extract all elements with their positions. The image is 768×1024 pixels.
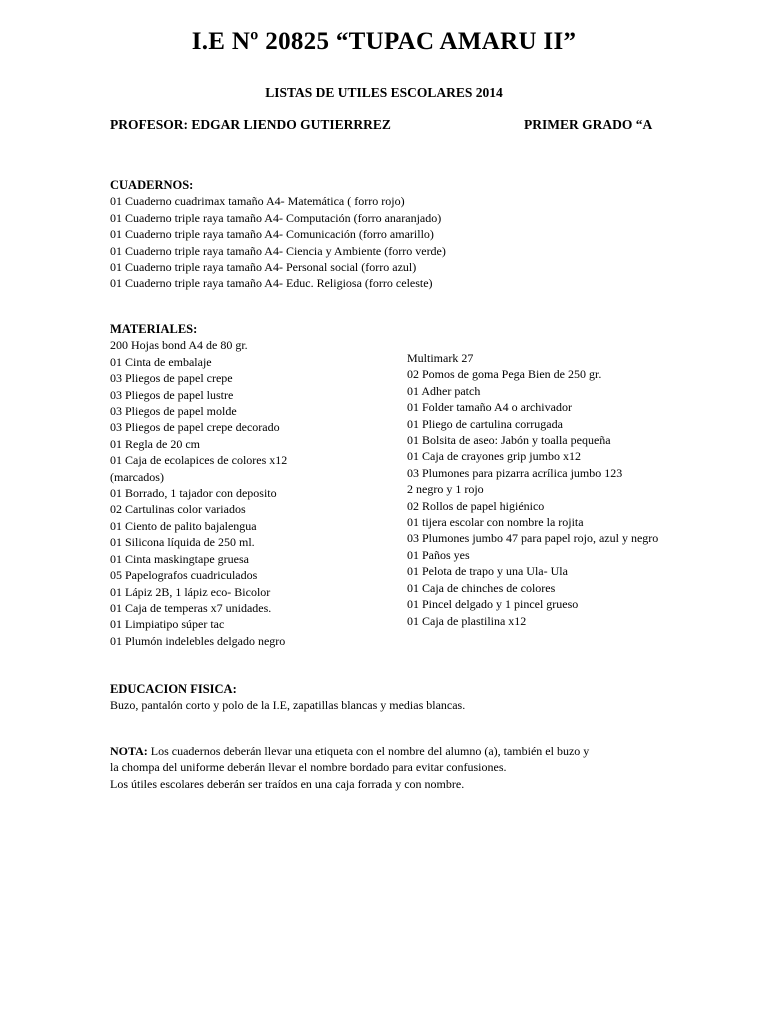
list-item: 01 Adher patch: [407, 383, 481, 398]
list-item: 01 Cinta maskingtape gruesa: [110, 551, 249, 566]
list-item: 02 Cartulinas color variados: [110, 502, 246, 517]
nota-line: [110, 743, 670, 759]
list-item: 01 Limpiatipo súper tac: [110, 617, 225, 632]
list-item: 01 Ciento de palito bajalengua: [110, 518, 257, 533]
list-item: 01 tijera escolar con nombre la rojita: [407, 515, 584, 530]
materiales-right-column: [407, 350, 662, 629]
nota-section: [110, 743, 670, 792]
document-subtitle: LISTAS DE UTILES ESCOLARES 2014: [265, 85, 503, 100]
list-item: 01 Silicona líquida de 250 ml.: [110, 535, 255, 550]
list-item: 01 Caja de crayones grip jumbo x12: [407, 449, 581, 464]
list-item: 01 Folder tamaño A4 o archivador: [407, 400, 572, 415]
list-item: 2 negro y 1 rojo: [407, 482, 484, 497]
nota-line: la chompa del uniforme deberán llevar el nombre bordado para evitar confusiones.: [110, 760, 507, 775]
educacion-fisica-text: Buzo, pantalón corto y polo de la I.E, zapatillas blancas y medias blancas.: [110, 698, 466, 713]
list-item: 01 Pincel delgado y 1 pincel grueso: [407, 597, 579, 612]
list-item: 01 Cinta de embalaje: [110, 354, 212, 369]
list-item: 03 Pliegos de papel molde: [110, 404, 237, 419]
list-item: 01 Caja de ecolapices de colores x12: [110, 453, 288, 468]
nota-line: Los útiles escolares deberán ser traídos en una caja forrada y con nombre.: [110, 776, 465, 791]
materiales-heading: MATERIALES:: [110, 322, 198, 336]
list-item: 01 Caja de temperas x7 unidades.: [110, 600, 272, 615]
document-title: I.E Nº 20825 “TUPAC AMARU II”: [191, 28, 577, 55]
nota-label: NOTA:: [110, 744, 148, 758]
list-item: 01 Cuaderno triple raya tamaño A4- Computación (forro anaranjado): [110, 210, 442, 225]
materiales-left-column: [110, 321, 400, 649]
list-item: 03 Pliegos de papel crepe: [110, 371, 233, 386]
list-item: 02 Pomos de goma Pega Bien de 250 gr.: [407, 367, 602, 382]
list-item: 01 Plumón indelebles delgado negro: [110, 633, 286, 648]
list-item: 01 Borrado, 1 tajador con deposito: [110, 486, 277, 501]
list-item: Multimark 27: [407, 351, 474, 365]
list-item: 01 Paños yes: [407, 547, 470, 562]
list-item: 02 Rollos de papel higiénico: [407, 498, 545, 513]
list-item: 01 Cuaderno triple raya tamaño A4- Ciencia y Ambiente (forro verde): [110, 243, 446, 258]
educacion-fisica-heading: EDUCACION FISICA:: [110, 682, 237, 696]
list-item: 03 Pliegos de papel crepe decorado: [110, 420, 280, 435]
list-item: 05 Papelografos cuadriculados: [110, 568, 258, 583]
list-item: 01 Cuaderno triple raya tamaño A4- Comunicación (forro amarillo): [110, 227, 434, 242]
list-item: 03 Pliegos de papel lustre: [110, 387, 234, 402]
list-item: 01 Cuaderno triple raya tamaño A4- Educ. Religiosa (forro celeste): [110, 276, 433, 291]
list-item: 01 Regla de 20 cm: [110, 436, 200, 451]
list-item: 03 Plumones jumbo 47 para papel rojo, azul y negro: [407, 531, 659, 546]
list-item: 01 Lápiz 2B, 1 lápiz eco- Bicolor: [110, 584, 271, 599]
list-item: 01 Bolsita de aseo: Jabón y toalla pequeña: [407, 433, 611, 448]
list-item: 01 Caja de plastilina x12: [407, 613, 527, 628]
list-item: 01 Cuaderno cuadrimax tamaño A4- Matemática ( forro rojo): [110, 194, 405, 209]
list-item: 01 Pelota de trapo y una Ula- Ula: [407, 564, 568, 579]
grade-label: PRIMER GRADO “A: [524, 117, 653, 132]
list-item: 03 Plumones para pizarra acrílica jumbo 123: [407, 465, 623, 480]
list-item: (marcados): [110, 469, 164, 484]
nota-text: Los cuadernos deberán llevar una etiqueta con el nombre del alumno (a), también el buzo y: [147, 744, 590, 758]
cuadernos-heading: CUADERNOS:: [110, 178, 194, 192]
teacher-name: PROFESOR: EDGAR LIENDO GUTIERRREZ: [110, 117, 391, 132]
list-item: 200 Hojas bond A4 de 80 gr.: [110, 338, 248, 353]
list-item: 01 Cuaderno triple raya tamaño A4- Personal social (forro azul): [110, 260, 417, 275]
list-item: 01 Pliego de cartulina corrugada: [407, 416, 563, 431]
cuadernos-section: [110, 177, 670, 292]
list-item: 01 Caja de chinches de colores: [407, 580, 556, 595]
educacion-fisica-section: [110, 681, 670, 714]
